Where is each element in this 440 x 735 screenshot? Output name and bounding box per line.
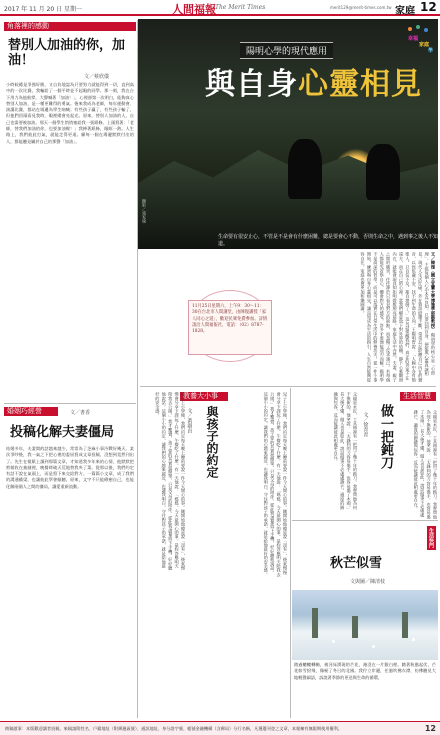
column-head-marriage [4, 407, 58, 416]
poem-author: 文與圖／陳清枝 [350, 579, 386, 585]
article-body-promise-b: 兒子上小學後，我們約定每天晚上睡前要說一件今天開心的事。剛開始他總是說「沒有」，後來慢慢會分享下課玩了什麼、午餐吃了什麼。有一天他說：「媽媽，今天最開心的事，是妳答應明天陪我去公園。」我才驚覺，孩子要的其實很簡單，只是父母的陪伴。從此我盡量放下手機，好好聽他說話。這個小小的約定，讓我們的心越來越近，也讓我明白，守住對孩子的承諾，就是給他最好的安全感。 [263, 392, 288, 577]
divider [4, 403, 136, 404]
article-author-blunt-knife: 文／徐青青 [362, 412, 369, 437]
headline-part-a: 與自身 [205, 67, 298, 102]
column-head-corner [4, 22, 136, 31]
family-badge [406, 25, 434, 57]
article-body-cheer: 小時候總是爭強好勝，又自負地認為只要努力就能得到一切，直到高中的一次比賽，我輸給了一個平時並不起眼的同學。那一刻，我在台下用力為他鼓掌，大聲喊著「加油！」，心裡卻第一次明白，能夠真心替別人加油，是一種更難得的勇氣。後來我成為老師，每年運動會、演講比賽，都站在場邊為學生吶喊；有些孩子贏了，有些孩子輸了，但他們回頭看見我時，眼裡總會亮起光。原來，替別人加油的人，自己也需要被加油。那天一個學生悄悄塞給我一張紙條，上頭寫著：「老師，替我們加油的你，也要加油喔！」我捧著紙條，眼眶一熱。人生路上，我們彼此打氣，就能走得更遠。願每一個在場邊默默付出的人，都能聽見屬於自己的那聲「加油」。 [6, 82, 134, 144]
poem-body: 踏過轆轆轉軸，被河床湧現的芒花，淹沒在一片銀白裡。隨著秋風起伏，芒花如雪紛飛，像極了冬日的北國。我佇立岸邊，任風吹拂衣襟，彷彿聽見大地輕聲細語，訴說著季節的更迭與生命的循環。 [294, 662, 436, 680]
contact-email: merit129@merit-times.com.tw [330, 5, 392, 10]
divider [292, 520, 438, 521]
page-number: 12 [420, 0, 437, 14]
figure-silhouette-right [366, 144, 400, 200]
article-body-blunt-knife-cont: 父親是木匠，工具箱裡有一把用了幾十年的鈍刀。我曾問他為何不換新的，他笑說：「太鋒利的刀容易傷手，也容易傷了木頭。」長大後才懂，做人也是如此，說話做事不必處處鋒芒，適度的圓融與包容，反而能讓彼此相處更自在。 [413, 410, 438, 519]
submission-notice [0, 721, 440, 735]
column-head-parenting [180, 392, 228, 401]
poem-tag: 生活快門 [428, 528, 434, 548]
badge-line1: 幸福 [408, 36, 419, 42]
article-author-marriage: 文／書香 [70, 410, 91, 416]
column-head-wisdom [400, 392, 436, 401]
article-title-blunt-knife: 做一把鈍刀 [378, 404, 393, 469]
hero-photo [138, 19, 438, 249]
divider [140, 386, 436, 387]
issue-date: 2017 年 11 月 20 日 星期一 [4, 6, 82, 13]
main-article-text: 陽明學的核心是「心即理」，主張每個人心中本具良知，只要回到自身，便能與心靈真誠相見。現代人生活忙碌，外在資訊紛擾不斷，常常忘記聆聽自己內在的聲音，以致焦慮不安，找不到生命的方向。王陽明曾說：「人胸中各有箇聖人，只自信不及，都自埋倒了。」這句話提醒我們，真正的答案不在遠方，而在自己的心裡。當我們願意放下對外界的依賴，靜下心來觀照內在，就能發現良知如明燈般照亮前路。家庭生活中亦然，夫妻、親子之間的衝突，往往源於只看見對方的缺點，而忽略了反求諸己。若每個人都能先省察自心，體會對方的感受，許多矛盾便能迎刃而解。陽明學不是高深的哲學，而是可以落實在日常生活中的修養功夫。從一件小事開始，練習與自身心靈相見，讓良知成為生活的指引，人生自然能夠從容自在，家庭也會更加和樂圓滿。 [360, 252, 436, 382]
figure-silhouette-left [288, 139, 322, 199]
photo-credit: 攝影／張家瑜 [142, 199, 147, 223]
newspaper-logo-en: The Merit Times [215, 4, 266, 11]
article-body-promise-a: 兒子上小學後，我們約定每天晚上睡前要說一件今天開心的事。剛開始他總是說「沒有」，後來慢慢會分享下課玩了什麼、午餐吃了什麼。有一天他說：「媽媽，今天最開心的事，是妳答應明天陪我去公園。」我才驚覺，孩子要的其實很簡單，只是父母的陪伴。從此我盡量放下手機，好好聽他說話。這個小小的約定，讓我們的心越來越近，也讓我明白，守住對孩子的承諾，就是給他最好的安全感。 [155, 392, 186, 571]
page-header [0, 0, 440, 16]
section-name: 家庭 [395, 6, 415, 17]
article-title-cheer: 替別人加油的你，加油！ [8, 38, 126, 68]
event-callout: 11月25日星期六，上午9：30～11：30在台北市人間講堂，由陳復講授「家人同心之道」，歡迎民眾免費參加。詳情請洽人間福報社，電話：（02）8787-1828。 [188, 300, 272, 355]
column-divider [290, 388, 291, 718]
main-article-body [140, 252, 436, 382]
photo-caption: 生命要有很安止心，不管是不是會有什麼困難，總是要會心不動，否則生命之中，遇到事之後人不知道。 [218, 234, 438, 247]
article-body-marriage: 結婚多年，夫妻間的話越來越少，常常為了芝麻小事冷戰好幾天。某次爭吵後，我一氣之下把心裡的委屈寫成文章投稿，沒想到竟然刊出了。先生在報紙上讀到那篇文章，才知道我多年來的心情，他默默把剪報收在抽屜裡，晚餐時破天荒地替我夾了菜。從那以後，我們約定有話不說在氣頭上，而是寫下來交給對方。一篇篇小文章，成了我們的溝通橋梁，也讓彼此學會傾聽。原來，文字不只能療癒自己，也能化解兩個人之間的僵局，讓愛重新流動。 [6, 446, 134, 489]
footer-page-number: 12 [424, 724, 436, 733]
main-article-author: 文／陳復（國立宜蘭大學博雅學部副教授） [431, 252, 436, 332]
badge-line3: 學 [428, 48, 434, 54]
column-label: 角落裡的感動 [7, 22, 49, 30]
article-author-promise: 文／黃淑貞 [186, 408, 193, 433]
headline-part-b: 心靈相見 [298, 67, 422, 102]
feature-headline [205, 59, 422, 103]
article-title-marriage: 投稿化解夫妻僵局 [10, 425, 115, 440]
badge-line2: 家庭 [419, 42, 430, 48]
column-label: 教養大小事 [183, 392, 218, 400]
newspaper-logo: 人間福報 [172, 3, 216, 16]
article-author-cheer: 文／蔡欣儀 [84, 74, 110, 80]
series-title: 陽明心學的現代應用 [240, 42, 333, 59]
notice-text: 徵稿啟事：本版歡迎讀者投稿，來稿請附姓名、戶籍地址（附郵遞區號）、通訊地址、身分證字號、帳號金融機構（含郵局）分行名稱，凡獲選刊登之文章，本報擁有無限期使用權利。 [5, 726, 343, 731]
article-body-blunt-knife: 父親是木匠，工具箱裡有一把用了幾十年的鈍刀。我曾問他為何不換新的，他笑說：「太鋒利的刀容易傷手，也容易傷了木頭。」長大後才懂，做人也是如此，說話做事不必處處鋒芒，適度的圓融與包容，反而能讓彼此相處更自在。 [333, 392, 358, 512]
column-label: 生活智慧 [403, 392, 431, 400]
silver-grass-photo [292, 590, 438, 660]
article-title-promise: 與孩子的約定 [205, 406, 219, 478]
column-label: 婚姻巧經營 [7, 407, 42, 415]
poem-title: 秋芒似雪 [330, 556, 383, 571]
